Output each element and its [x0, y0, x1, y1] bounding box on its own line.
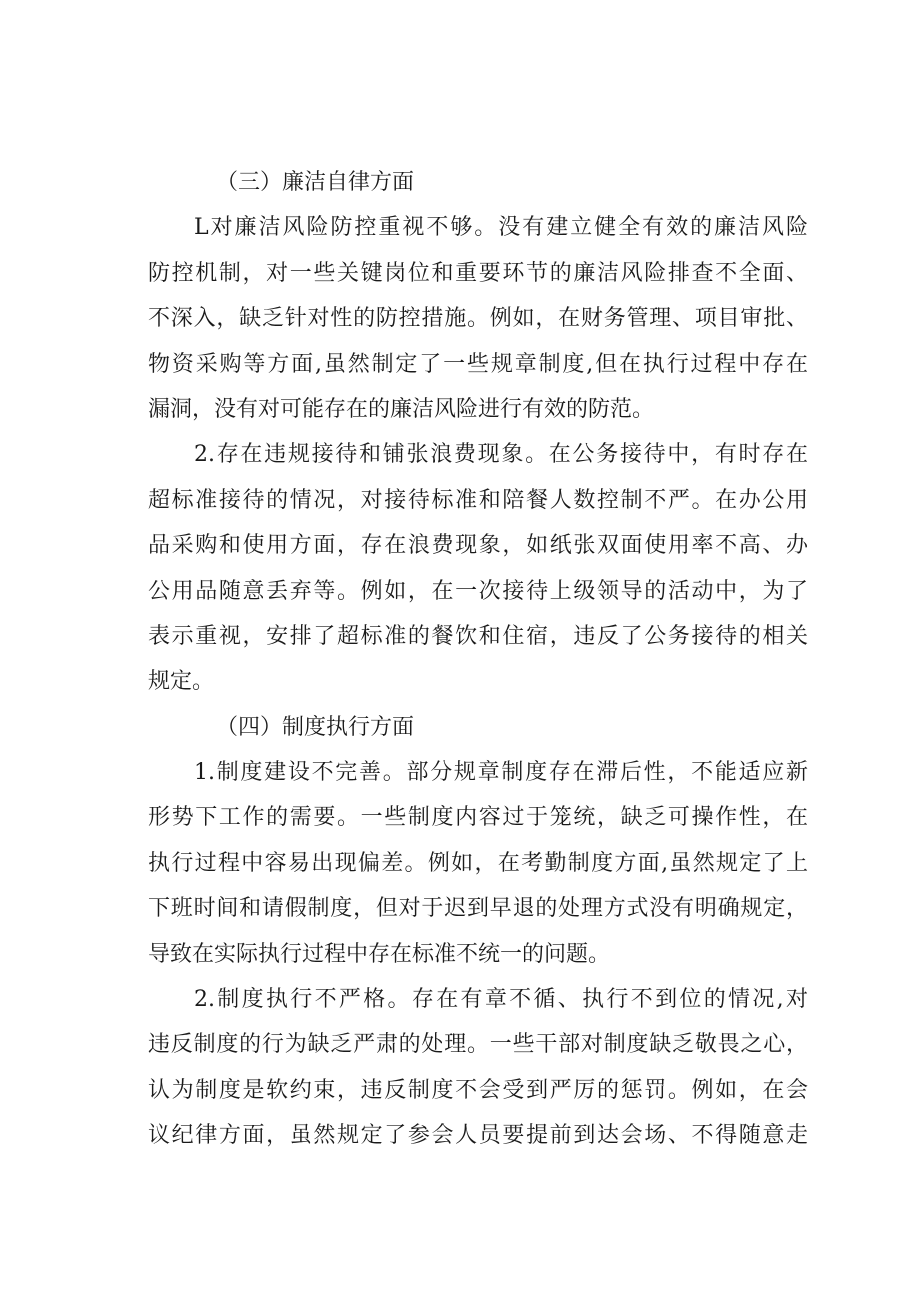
- paragraph-line: 1.制度建设不完善。部分规章制度存在滞后性，不能适应新: [194, 760, 808, 786]
- paragraph-line: 2.存在违规接待和铺张浪费现象。在公务接待中，有时存在: [194, 442, 808, 468]
- section-heading: （四）制度执行方面: [216, 714, 415, 740]
- paragraph-line: 形势下工作的需要。一些制度内容过于笼统，缺乏可操作性，在: [148, 805, 808, 831]
- document-page: [148, 160, 808, 1159]
- paragraph-line: 公用品随意丢弃等。例如，在一次接待上级领导的活动中，为了: [148, 578, 808, 604]
- paragraph-line: 执行过程中容易出现偏差。例如，在考勤制度方面,虽然规定了上: [148, 850, 808, 876]
- paragraph-line: 违反制度的行为缺乏严肃的处理。一些干部对制度缺乏敬畏之心，: [148, 1032, 808, 1058]
- section-heading: （三）廉洁自律方面: [216, 170, 415, 195]
- paragraph-line: L对廉洁风险防控重视不够。没有建立健全有效的廉洁风险: [194, 215, 808, 241]
- paragraph-line: 2.制度执行不严格。存在有章不循、执行不到位的情况,对: [194, 987, 808, 1013]
- paragraph-line: 规定。: [148, 669, 215, 695]
- paragraph-line: 品采购和使用方面，存在浪费现象，如纸张双面使用率不高、办: [148, 533, 808, 559]
- paragraph-line: 物资采购等方面,虽然制定了一些规章制度,但在执行过程中存在: [148, 351, 808, 377]
- paragraph-line: 防控机制，对一些关键岗位和重要环节的廉洁风险排查不全面、: [148, 260, 808, 286]
- paragraph-line: 不深入，缺乏针对性的防控措施。例如，在财务管理、项目审批、: [148, 306, 808, 332]
- paragraph-line: 导致在实际执行过程中存在标准不统一的问题。: [148, 941, 611, 967]
- paragraph-line: 表示重视，安排了超标准的餐饮和住宿，违反了公务接待的相关: [148, 623, 808, 649]
- paragraph-line: 漏洞，没有对可能存在的廉洁风险进行有效的防范。: [148, 396, 655, 422]
- paragraph-line: 认为制度是软约束，违反制度不会受到严厉的惩罚。例如，在会: [148, 1077, 808, 1103]
- paragraph-line: 议纪律方面，虽然规定了参会人员要提前到达会场、不得随意走: [148, 1123, 808, 1149]
- paragraph-line: 超标准接待的情况，对接待标准和陪餐人数控制不严。在办公用: [148, 487, 808, 513]
- paragraph-line: 下班时间和请假制度，但对于迟到早退的处理方式没有明确规定，: [148, 896, 808, 922]
